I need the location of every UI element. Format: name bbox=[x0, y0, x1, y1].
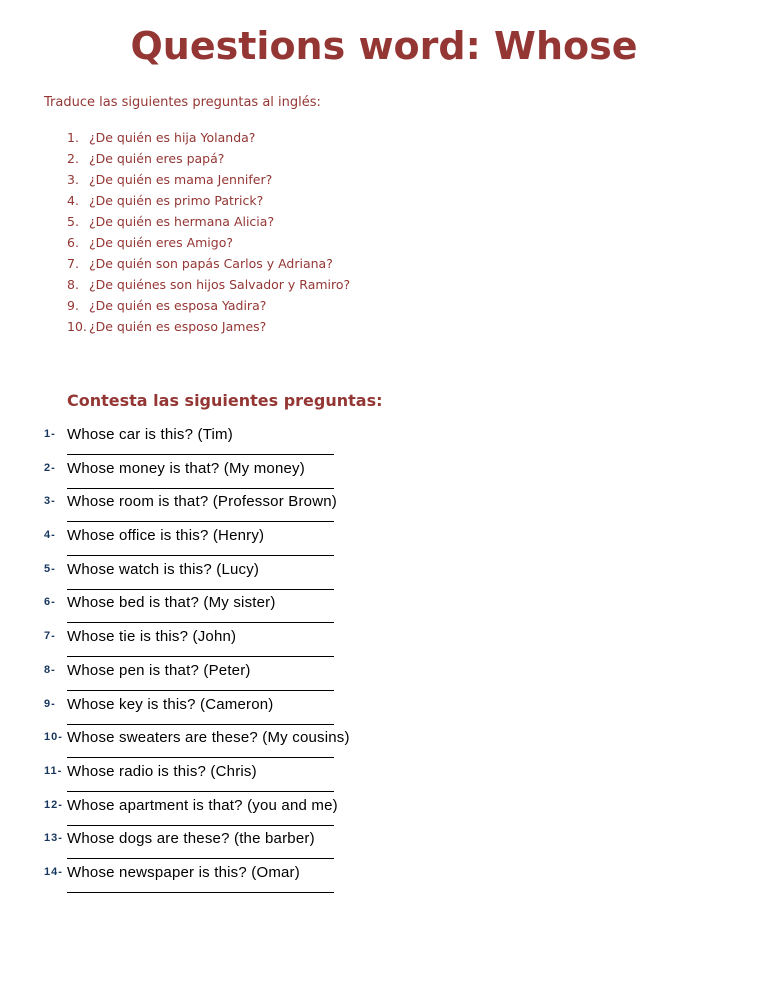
item-number: 9- bbox=[44, 697, 56, 710]
list-item bbox=[0, 169, 600, 190]
answer-line[interactable] bbox=[67, 656, 334, 657]
question-text: Whose tie is this? (John) bbox=[67, 628, 237, 646]
list-item bbox=[0, 211, 600, 232]
question-text: ¿De quién eres Amigo? bbox=[89, 235, 233, 250]
list-item bbox=[0, 696, 768, 730]
question-text: Whose money is that? (My money) bbox=[67, 459, 305, 477]
item-number: 6- bbox=[44, 596, 56, 609]
answer-line[interactable] bbox=[67, 791, 334, 792]
list-item bbox=[0, 316, 600, 337]
question-text: Whose apartment is that? (you and me) bbox=[67, 796, 338, 814]
item-number: 14- bbox=[44, 865, 63, 878]
item-number: 12- bbox=[44, 798, 63, 811]
item-number: 2- bbox=[44, 461, 56, 474]
item-number: 3- bbox=[44, 495, 56, 508]
answer-line[interactable] bbox=[67, 858, 334, 859]
item-number: 10- bbox=[44, 731, 63, 744]
list-item bbox=[0, 127, 600, 148]
item-number: 5- bbox=[44, 562, 56, 575]
list-item bbox=[0, 594, 768, 628]
english-question-list bbox=[0, 426, 768, 898]
list-item bbox=[0, 232, 600, 253]
item-number: 1. bbox=[67, 130, 79, 145]
answer-line[interactable] bbox=[67, 690, 334, 691]
list-item bbox=[0, 148, 600, 169]
item-number: 8- bbox=[44, 663, 56, 676]
answer-line[interactable] bbox=[67, 622, 334, 623]
list-item bbox=[0, 527, 768, 561]
list-item bbox=[0, 864, 768, 898]
answer-line[interactable] bbox=[67, 589, 334, 590]
item-number: 8. bbox=[67, 277, 79, 292]
question-text: Whose dogs are these? (the barber) bbox=[67, 830, 315, 848]
answer-line[interactable] bbox=[67, 555, 334, 556]
question-text: ¿De quién son papás Carlos y Adriana? bbox=[89, 256, 333, 271]
list-item bbox=[0, 797, 768, 831]
instruction-text: Traduce las siguientes preguntas al inglés: bbox=[44, 95, 321, 110]
list-item bbox=[0, 628, 768, 662]
list-item bbox=[0, 190, 600, 211]
list-item bbox=[0, 460, 768, 494]
item-number: 5. bbox=[67, 214, 79, 229]
question-text: ¿De quién es primo Patrick? bbox=[89, 193, 264, 208]
answer-line[interactable] bbox=[67, 521, 334, 522]
list-item bbox=[0, 274, 600, 295]
question-text: Whose newspaper is this? (Omar) bbox=[67, 863, 300, 881]
item-number: 1- bbox=[44, 428, 56, 440]
spanish-question-list bbox=[0, 127, 600, 337]
item-number: 2. bbox=[67, 151, 79, 166]
item-number: 10. bbox=[67, 319, 87, 334]
list-item bbox=[0, 763, 768, 797]
list-item bbox=[0, 830, 768, 864]
item-number: 4. bbox=[67, 193, 79, 208]
question-text: ¿De quién es hija Yolanda? bbox=[89, 130, 256, 145]
question-text: ¿De quién es esposa Yadira? bbox=[89, 298, 267, 313]
item-number: 7- bbox=[44, 630, 56, 643]
answer-line[interactable] bbox=[67, 825, 334, 826]
section-heading: Contesta las siguientes preguntas: bbox=[67, 391, 383, 410]
item-number: 13- bbox=[44, 832, 63, 845]
item-number: 6. bbox=[67, 235, 79, 250]
question-text: ¿De quién es esposo James? bbox=[89, 319, 267, 334]
question-text: ¿De quién eres papá? bbox=[89, 151, 225, 166]
question-text: Whose radio is this? (Chris) bbox=[67, 762, 257, 780]
question-text: Whose watch is this? (Lucy) bbox=[67, 560, 260, 578]
answer-line[interactable] bbox=[67, 454, 334, 455]
list-item bbox=[0, 729, 768, 763]
item-number: 11- bbox=[44, 764, 63, 777]
question-text: Whose office is this? (Henry) bbox=[67, 527, 265, 545]
item-number: 4- bbox=[44, 529, 56, 542]
question-text: ¿De quién es hermana Alicia? bbox=[89, 214, 275, 229]
list-item bbox=[0, 426, 768, 460]
list-item bbox=[0, 295, 600, 316]
answer-line[interactable] bbox=[67, 892, 334, 893]
question-text: ¿De quién es mama Jennifer? bbox=[89, 172, 273, 187]
answer-line[interactable] bbox=[67, 757, 334, 758]
item-number: 3. bbox=[67, 172, 79, 187]
list-item bbox=[0, 561, 768, 595]
question-text: Whose bed is that? (My sister) bbox=[67, 594, 276, 612]
question-text: Whose sweaters are these? (My cousins) bbox=[67, 729, 350, 747]
list-item bbox=[0, 493, 768, 527]
question-text: Whose car is this? (Tim) bbox=[67, 426, 233, 443]
page-title: Questions word: Whose bbox=[130, 24, 638, 68]
item-number: 9. bbox=[67, 298, 79, 313]
question-text: ¿De quiénes son hijos Salvador y Ramiro? bbox=[89, 277, 351, 292]
answer-line[interactable] bbox=[67, 724, 334, 725]
list-item bbox=[0, 253, 600, 274]
answer-line[interactable] bbox=[67, 488, 334, 489]
question-text: Whose key is this? (Cameron) bbox=[67, 695, 274, 713]
list-item bbox=[0, 662, 768, 696]
question-text: Whose room is that? (Professor Brown) bbox=[67, 493, 337, 511]
question-text: Whose pen is that? (Peter) bbox=[67, 661, 251, 679]
item-number: 7. bbox=[67, 256, 79, 271]
